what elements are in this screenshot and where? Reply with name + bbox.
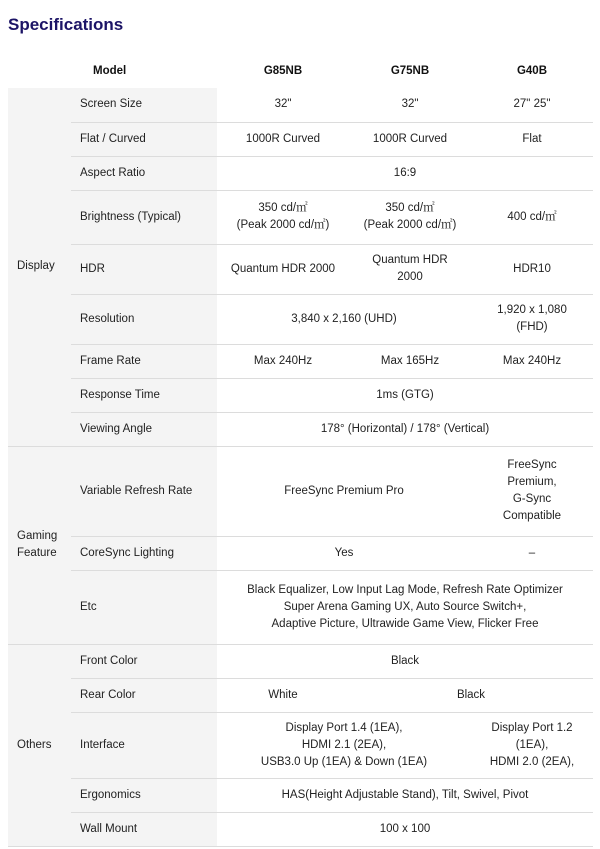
spec-value-line: 350 cd/㎡ (385, 202, 435, 214)
spec-value-line: Compatible (502, 510, 562, 522)
spec-label: Variable Refresh Rate (71, 446, 217, 536)
spec-value-line: Adaptive Picture, Ultrawide Game View, Flicker Free (271, 617, 539, 630)
spec-value-line: HDMI 2.1 (2EA), (301, 738, 387, 751)
spec-label: Ergonomics (71, 778, 217, 812)
spec-value: White (217, 678, 349, 712)
spec-label: HDR (71, 244, 217, 294)
table-header-row (8, 54, 593, 88)
spec-label: Aspect Ratio (71, 156, 217, 190)
header-model-g75nb: G75NB (390, 64, 430, 77)
spec-value-line: (Peak 2000 cd/㎡) (236, 219, 330, 231)
spec-value-line: (FHD) (516, 321, 548, 333)
spec-value-line: (1EA), (515, 738, 549, 751)
spec-value: 1000R Curved (349, 122, 471, 156)
table-row (8, 812, 593, 846)
header-model-g85nb: G85NB (263, 64, 303, 77)
table-row (8, 570, 593, 644)
spec-value-line: Display Port 1.2 (491, 721, 573, 734)
spec-value: 32" (349, 88, 471, 122)
table-row (8, 446, 593, 536)
spec-value: Black (217, 644, 593, 678)
spec-label: Viewing Angle (71, 412, 217, 446)
category-display: Display (8, 88, 71, 446)
table-row (8, 778, 593, 812)
spec-value (471, 446, 593, 536)
spec-value: FreeSync Premium Pro (217, 446, 471, 536)
spec-value: 16:9 (217, 156, 593, 190)
category-line: Feature (17, 547, 57, 559)
spec-value-line: Premium, (507, 476, 557, 488)
table-row (8, 644, 593, 678)
spec-value-line: G-Sync (512, 493, 552, 505)
spec-label: Wall Mount (71, 812, 217, 846)
page-title: Specifications (8, 15, 124, 34)
spec-value (217, 712, 471, 778)
specifications-table (8, 54, 593, 847)
spec-label: Screen Size (71, 88, 217, 122)
spec-value: Max 165Hz (349, 344, 471, 378)
spec-label: Interface (71, 712, 217, 778)
spec-value (349, 190, 471, 244)
spec-value: – (471, 536, 593, 570)
spec-value: Flat (471, 122, 593, 156)
spec-value-line: Quantum HDR (372, 254, 448, 266)
header-model-g40b: G40B (516, 64, 548, 77)
spec-value-line: 350 cd/㎡ (258, 202, 308, 214)
table-row (8, 122, 593, 156)
table-row (8, 88, 593, 122)
spec-value (471, 294, 593, 344)
spec-label: Rear Color (71, 678, 217, 712)
spec-label: Etc (71, 570, 217, 644)
spec-value-line: 1,920 x 1,080 (497, 304, 567, 316)
header-model-label: Model (93, 64, 127, 77)
table-row (8, 678, 593, 712)
spec-label: Flat / Curved (71, 122, 217, 156)
table-row (8, 190, 593, 244)
spec-value: HAS(Height Adjustable Stand), Tilt, Swivel, Pivot (217, 778, 593, 812)
table-row (8, 536, 593, 570)
spec-value: Yes (217, 536, 471, 570)
spec-value: HDR10 (471, 244, 593, 294)
spec-value: Quantum HDR 2000 (217, 244, 349, 294)
header-category-cell (8, 54, 71, 88)
spec-value: Max 240Hz (471, 344, 593, 378)
spec-value-line: USB3.0 Up (1EA) & Down (1EA) (260, 755, 428, 768)
spec-value: 27" 25" (471, 88, 593, 122)
category-line: Gaming (17, 530, 58, 542)
spec-value-line: Display Port 1.4 (1EA), (285, 721, 403, 734)
spec-value-line: Black Equalizer, Low Input Lag Mode, Refresh Rate Optimizer (247, 583, 563, 596)
spec-value-line: Super Arena Gaming UX, Auto Source Switch+, (283, 600, 527, 613)
spec-value: 1000R Curved (217, 122, 349, 156)
spec-value (349, 244, 471, 294)
spec-label: CoreSync Lighting (71, 536, 217, 570)
table-row (8, 294, 593, 344)
spec-value: 1ms (GTG) (217, 378, 593, 412)
table-row (8, 244, 593, 294)
spec-value: Max 240Hz (217, 344, 349, 378)
table-row (8, 378, 593, 412)
spec-value-line: (Peak 2000 cd/㎡) (363, 219, 457, 231)
spec-label: Frame Rate (71, 344, 217, 378)
category-others: Others (8, 644, 71, 846)
spec-value (217, 190, 349, 244)
table-row (8, 344, 593, 378)
spec-value: 3,840 x 2,160 (UHD) (217, 294, 471, 344)
spec-label: Front Color (71, 644, 217, 678)
spec-label: Brightness (Typical) (71, 190, 217, 244)
spec-value-line: HDMI 2.0 (2EA), (489, 755, 575, 768)
table-row (8, 156, 593, 190)
spec-value: Black (349, 678, 593, 712)
spec-value-line: 2000 (397, 271, 423, 283)
spec-value (471, 712, 593, 778)
spec-value: 100 x 100 (217, 812, 593, 846)
table-row (8, 412, 593, 446)
spec-value: 400 cd/㎡ (471, 190, 593, 244)
table-row (8, 712, 593, 778)
spec-label: Resolution (71, 294, 217, 344)
category-gaming-feature (8, 446, 71, 644)
spec-value-line: FreeSync (507, 459, 557, 471)
spec-value (217, 570, 593, 644)
spec-value: 32" (217, 88, 349, 122)
spec-label: Response Time (71, 378, 217, 412)
spec-value: 178° (Horizontal) / 178° (Vertical) (217, 412, 593, 446)
